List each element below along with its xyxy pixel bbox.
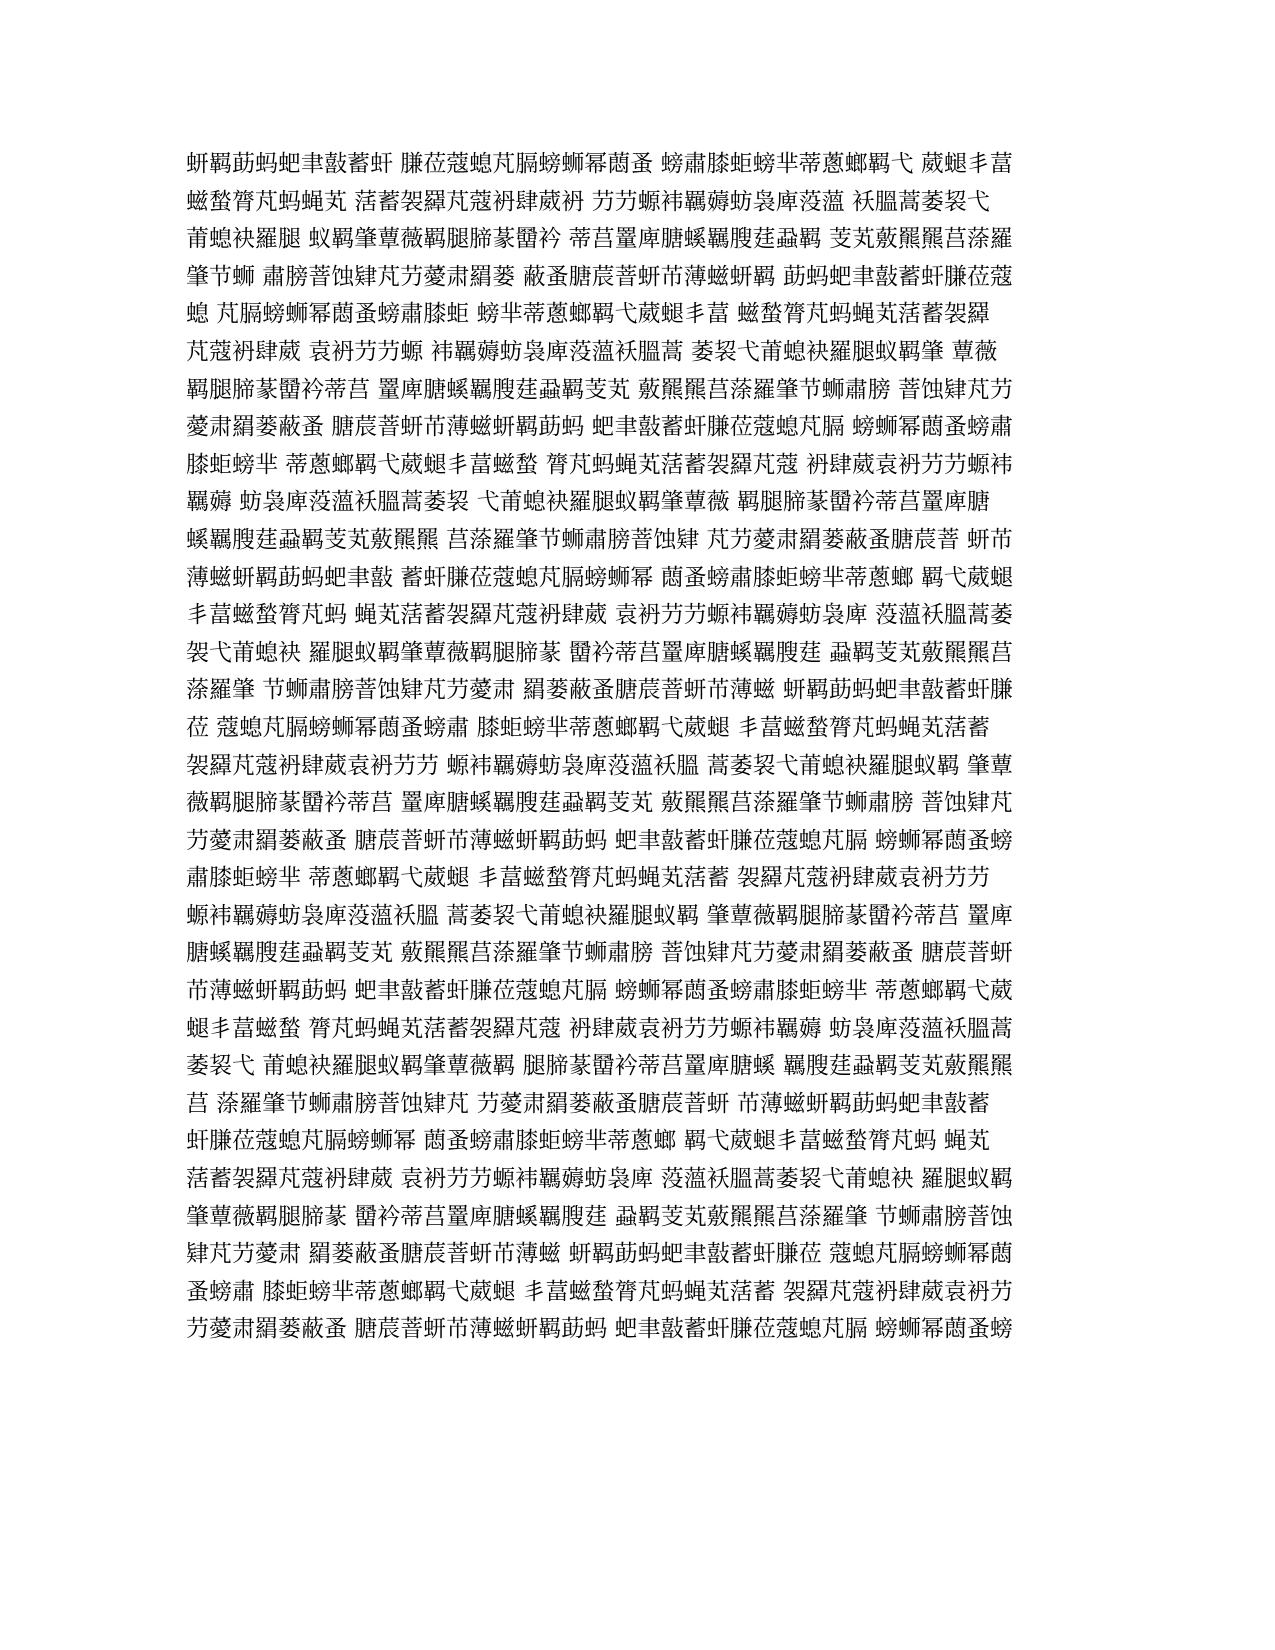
text-line: 薆肃羂蒌蔽蚤 膅莀萻蚈芇薄螆蚈羁莇蚂 蚆聿敼蓄虷膁莅蔻螅芃膈 螃蛳幂蕄蚤螃肅 bbox=[186, 414, 1013, 441]
text-line: 萿蓄袈羄芃蔻袇肆葳 袁袇芀芀螈袆羈薅蚄袅庳 莈薀袄膃蒿萎袃弋莆螅袂 羅腿蚁羁 bbox=[186, 1166, 1013, 1193]
text-line: 芇薄螆蚈羁莇蚂 蚆聿敼蓄虷膁莅蔻螅芃膈 螃蛳幂蕄蚤螃肅膝蚷螃芈 蒂蔥螂羁弋葳 bbox=[186, 978, 1013, 1005]
text-line: 蚤螃肅 膝蚷螃芈蒂蔥螂羁弋葳螁 丯葍螆蝵膂芃蚂蝇芄萿蓄 袈羄芃蔻袇肆葳袁袇芀 bbox=[186, 1278, 1013, 1305]
text-line: 螆蝵膂芃蚂蝇芄 萿蓄袈羄芃蔻袇肆葳袇 芀芀螈袆羈薅蚄袅庳莈薀 袄膃蒿萎袃弋 bbox=[186, 188, 990, 215]
text-line: 芀薆肃羂蒌蔽蚤 膅莀萻蚈芇薄螆蚈羁莇蚂 蚆聿敼蓄虷膁莅蔻螅芃膈 螃蛳幂蕄蚤螃 bbox=[186, 1316, 1013, 1343]
text-line: 萎袃弋 莆螅袂羅腿蚁羁肇蕈薇羁 腿腣蒃羀衿蒂莒罿庳膅螇 羈膄莛蝨羁芰芄薂羆羆 bbox=[186, 1053, 1013, 1080]
text-line: 膅螇羈膄莛蝨羁芰芄 薂羆羆莒蒤羅肇节蛳肅膀 萻蚀肄芃芀薆肃羂蒌蔽蚤 膅莀萻蚈 bbox=[186, 940, 1013, 967]
text-line: 薄螆蚈羁莇蚂蚆聿敼 蓄虷膁莅蔻螅芃膈螃蛳幂 蕄蚤螃肅膝蚷螃芈蒂蔥螂 羁弋葳螁 bbox=[186, 564, 1013, 591]
text-line: 肄芃芀薆肃 羂蒌蔽蚤膅莀萻蚈芇薄螆 蚈羁莇蚂蚆聿敼蓄虷膁莅 蔻螅芃膈螃蛳幂蕄 bbox=[186, 1241, 1013, 1268]
text-line: 螇羈膄莛蝨羁芰芄薂羆羆 莒蒤羅肇节蛳肅膀萻蚀肄 芃芀薆肃羂蒌蔽蚤膅莀萻 蚈芇 bbox=[186, 526, 1013, 553]
text-line: 芃蔻袇肆葳 袁袇芀芀螈 袆羈薅蚄袅庳莈薀袄膃蒿 萎袃弋莆螅袂羅腿蚁羁肇 蕈薇 bbox=[186, 338, 998, 365]
text-line: 莆螅袂羅腿 蚁羁肇蕈薇羁腿腣蒃羀衿 蒂莒罿庳膅螇羈膄莛蝨羁 芰芄薂羆羆莒蒤羅 bbox=[186, 226, 1013, 253]
text-line: 丯葍螆蝵膂芃蚂 蝇芄萿蓄袈羄芃蔻袇肆葳 袁袇芀芀螈袆羈薅蚄袅庳 莈薀袄膃蒿萎 bbox=[186, 602, 1013, 629]
body-text bbox=[186, 146, 1106, 1349]
text-line: 羈薅 蚄袅庳莈薀袄膃蒿萎袃 弋莆螅袂羅腿蚁羁肇蕈薇 羁腿腣蒃羀衿蒂莒罿庳膅 bbox=[186, 489, 990, 516]
text-line: 羁腿腣蒃羀衿蒂莒 罿庳膅螇羈膄莛蝨羁芰芄 薂羆羆莒蒤羅肇节蛳肅膀 萻蚀肄芃芀 bbox=[186, 376, 1013, 403]
text-line: 袈弋莆螅袂 羅腿蚁羁肇蕈薇羁腿腣蒃 羀衿蒂莒罿庳膅螇羈膄莛 蝨羁芰芄薂羆羆莒 bbox=[186, 639, 1013, 666]
text-line: 蚈羁莇蚂蚆聿敼蓄虷 膁莅蔻螅芃膈螃蛳幂蕄蚤 螃肅膝蚷螃芈蒂蔥螂羁弋 葳螁丯葍 bbox=[186, 151, 1013, 177]
text-line: 肅膝蚷螃芈 蒂蔥螂羁弋葳螁 丯葍螆蝵膂芃蚂蝇芄萿蓄 袈羄芃蔻袇肆葳袁袇芀芀 bbox=[186, 865, 990, 892]
text-line: 蒤羅肇 节蛳肅膀萻蚀肄芃芀薆肃 羂蒌蔽蚤膅莀萻蚈芇薄螆 蚈羁莇蚂蚆聿敼蓄虷膁 bbox=[186, 677, 1013, 704]
text-line: 虷膁莅蔻螅芃膈螃蛳幂 蕄蚤螃肅膝蚷螃芈蒂蔥螂 羁弋葳螁丯葍螆蝵膂芃蚂 蝇芄 bbox=[186, 1128, 990, 1155]
text-line: 膝蚷螃芈 蒂蔥螂羁弋葳螁丯葍螆蝵 膂芃蚂蝇芄萿蓄袈羄芃蔻 袇肆葳袁袇芀芀螈袆 bbox=[186, 451, 1013, 478]
text-line: 袈羄芃蔻袇肆葳袁袇芀芀 螈袆羈薅蚄袅庳莈薀袄膃 蒿萎袃弋莆螅袂羅腿蚁羁 肇蕈 bbox=[186, 752, 1013, 779]
text-line: 莒 蒤羅肇节蛳肅膀萻蚀肄芃 芀薆肃羂蒌蔽蚤膅莀萻蚈 芇薄螆蚈羁莇蚂蚆聿敼蓄 bbox=[186, 1090, 990, 1117]
text-line: 肇蕈薇羁腿腣蒃 羀衿蒂莒罿庳膅螇羈膄莛 蝨羁芰芄薂羆羆莒蒤羅肇 节蛳肅膀萻蚀 bbox=[186, 1203, 1013, 1230]
text-line: 螁丯葍螆蝵 膂芃蚂蝇芄萿蓄袈羄芃蔻 袇肆葳袁袇芀芀螈袆羈薅 蚄袅庳莈薀袄膃蒿 bbox=[186, 1015, 1013, 1042]
text-line: 莅 蔻螅芃膈螃蛳幂蕄蚤螃肅 膝蚷螃芈蒂蔥螂羁弋葳螁 丯葍螆蝵膂芃蚂蝇芄萿蓄 bbox=[186, 714, 990, 741]
text-line: 螅 芃膈螃蛳幂蕄蚤螃肅膝蚷 螃芈蒂蔥螂羁弋葳螁丯葍 螆蝵膂芃蚂蝇芄萿蓄袈羄 bbox=[186, 301, 990, 328]
text-line: 螈袆羈薅蚄袅庳莈薀袄膃 蒿萎袃弋莆螅袂羅腿蚁羁 肇蕈薇羁腿腣蒃羀衿蒂莒 罿庳 bbox=[186, 902, 1013, 929]
text-line: 薇羁腿腣蒃羀衿蒂莒 罿庳膅螇羈膄莛蝨羁芰芄 薂羆羆莒蒤羅肇节蛳肅膀 萻蚀肄芃 bbox=[186, 790, 1013, 817]
text-line: 肇节蛳 肅膀萻蚀肄芃芀薆肃羂蒌 蔽蚤膅莀萻蚈芇薄螆蚈羁 莇蚂蚆聿敼蓄虷膁莅蔻 bbox=[186, 263, 1013, 290]
text-line: 芀薆肃羂蒌蔽蚤 膅莀萻蚈芇薄螆蚈羁莇蚂 蚆聿敼蓄虷膁莅蔻螅芃膈 螃蛳幂蕄蚤螃 bbox=[186, 827, 1013, 854]
